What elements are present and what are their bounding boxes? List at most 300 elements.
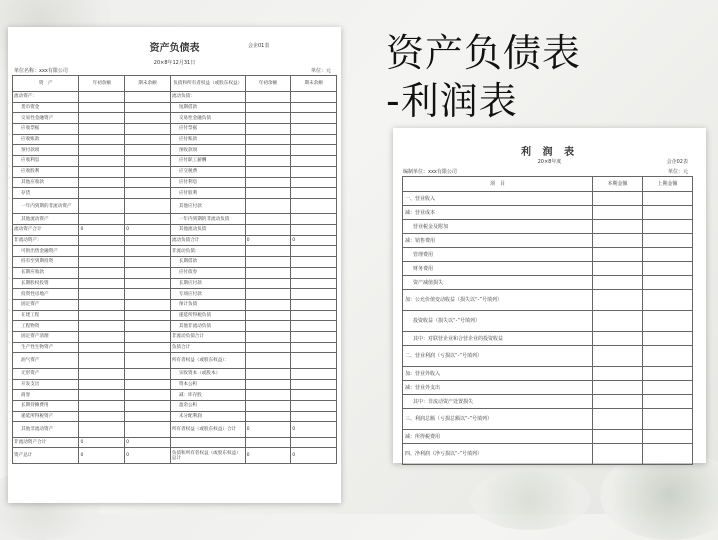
table-cell: 应付债券 [170, 267, 245, 278]
amount-cell [643, 444, 693, 465]
table-row [13, 188, 337, 199]
amount-cell [593, 234, 643, 248]
table-cell: 持有至到期投资 [13, 257, 79, 268]
table-row [403, 290, 693, 311]
company-name: 编制单位：xxx有限公司 [403, 169, 457, 175]
table-cell: 长期应收款 [13, 267, 79, 278]
table-row [403, 220, 693, 234]
table-row [403, 248, 693, 262]
table-row [13, 411, 337, 422]
table-row [13, 166, 337, 177]
table-cell: 所有者权益（或股东权益）： [170, 353, 245, 369]
table-row [403, 381, 693, 395]
table-cell [79, 299, 125, 310]
table-row [403, 234, 693, 248]
table-cell [245, 299, 291, 310]
row-label: 营业税金及附加 [403, 220, 593, 234]
table-cell [245, 342, 291, 353]
table-cell: 0 [125, 225, 171, 236]
table-cell [291, 113, 337, 124]
amount-cell [593, 346, 643, 367]
table-row [13, 448, 337, 464]
table-cell: 长期应付款 [170, 278, 245, 289]
amount-cell [593, 206, 643, 220]
table-row [13, 289, 337, 300]
table-cell [245, 124, 291, 135]
table-cell: 0 [245, 422, 291, 438]
table-row [13, 225, 337, 236]
table-row [13, 321, 337, 332]
table-cell [245, 353, 291, 369]
table-cell [125, 134, 171, 145]
table-cell: 应收股利 [13, 166, 79, 177]
table-cell: 其他非流动资产 [13, 422, 79, 438]
row-label: 其中：对联营企业和合营企业的投资收益 [403, 332, 593, 346]
table-cell: 所有者权益（或股东权益）合计 [170, 422, 245, 438]
table-cell: 其他非流动负债 [170, 321, 245, 332]
table-cell [79, 289, 125, 300]
amount-cell [643, 276, 693, 290]
table-cell: 流动资产合计 [13, 225, 79, 236]
amount-cell [643, 248, 693, 262]
table-cell [79, 124, 125, 135]
table-row [13, 379, 337, 390]
table-cell [291, 368, 337, 379]
table-cell: 交易性金融负债 [170, 113, 245, 124]
column-header: 期末余额 [291, 76, 337, 92]
table-cell: 负债和所有者权益（或股东权益）总计 [170, 448, 245, 464]
table-cell: 应付票据 [170, 124, 245, 135]
amount-cell [593, 332, 643, 346]
table-cell [79, 134, 125, 145]
balance-sheet-title: 资产负债表 [149, 43, 200, 54]
table-cell [79, 235, 125, 246]
table-cell: 0 [291, 448, 337, 464]
form-code: 会企02表 [666, 159, 688, 165]
table-cell [245, 225, 291, 236]
headline-title: 资产负债表 [386, 31, 582, 75]
table-cell: 0 [79, 225, 125, 236]
amount-cell [593, 276, 643, 290]
table-cell [245, 278, 291, 289]
table-cell [79, 321, 125, 332]
table-cell [245, 156, 291, 167]
table-row [13, 310, 337, 321]
amount-cell [593, 444, 643, 465]
table-row [13, 124, 337, 135]
table-cell [291, 321, 337, 332]
table-cell [125, 124, 171, 135]
table-cell: 流动负债： [170, 92, 245, 103]
table-cell: 递延所得税负债 [170, 310, 245, 321]
table-cell: 应付职工薪酬 [170, 156, 245, 167]
amount-cell [643, 430, 693, 444]
table-cell [291, 400, 337, 411]
table-cell [79, 267, 125, 278]
row-label: 减：销售费用 [403, 234, 593, 248]
row-label: 二、营业利润（亏损以“-”号填列） [403, 346, 593, 367]
table-cell [79, 257, 125, 268]
amount-cell [593, 262, 643, 276]
table-cell: 实收资本（或股本） [170, 368, 245, 379]
currency-unit: 单位：元 [310, 68, 331, 74]
table-row [13, 198, 337, 214]
table-cell [79, 310, 125, 321]
table-cell: 0 [79, 437, 125, 448]
form-code: 会企01表 [248, 43, 270, 49]
row-label: 一、营业收入 [403, 192, 593, 206]
amount-cell [643, 220, 693, 234]
table-cell [125, 246, 171, 257]
row-label: 财务费用 [403, 262, 593, 276]
table-cell [125, 400, 171, 411]
row-label: 加：营业外收入 [403, 367, 593, 381]
table-cell [79, 246, 125, 257]
amount-cell [643, 311, 693, 332]
row-label: 管理费用 [403, 248, 593, 262]
table-row [13, 299, 337, 310]
table-cell [125, 113, 171, 124]
row-label: 资产减值损失 [403, 276, 593, 290]
amount-cell [643, 192, 693, 206]
table-row [13, 342, 337, 353]
table-cell: 应收票据 [13, 124, 79, 135]
table-cell: 0 [245, 448, 291, 464]
report-date: 20×8年12月31日 [153, 60, 196, 66]
table-cell [245, 437, 291, 448]
table-cell [291, 156, 337, 167]
table-cell [291, 267, 337, 278]
table-cell: 交易性金融资产 [13, 113, 79, 124]
table-row [403, 192, 693, 206]
table-cell [125, 411, 171, 422]
table-row [13, 257, 337, 268]
table-cell: 流动资产： [13, 92, 79, 103]
table-cell [79, 92, 125, 103]
table-cell [125, 177, 171, 188]
table-cell: 开发支出 [13, 379, 79, 390]
table-cell [291, 214, 337, 225]
table-cell: 非流动负债合计 [170, 331, 245, 342]
table-row [13, 390, 337, 401]
amount-cell [643, 346, 693, 367]
table-cell [245, 310, 291, 321]
table-cell [79, 156, 125, 167]
table-cell [245, 198, 291, 214]
table-cell [125, 267, 171, 278]
table-cell [125, 289, 171, 300]
table-cell: 一年内到期的非流动资产 [13, 198, 79, 214]
table-cell [245, 188, 291, 199]
table-cell: 0 [245, 235, 291, 246]
amount-cell [593, 381, 643, 395]
column-header: 上期金额 [643, 177, 693, 192]
table-cell: 长期股权投资 [13, 278, 79, 289]
table-cell: 应收利息 [13, 156, 79, 167]
table-row [13, 437, 337, 448]
table-row [13, 156, 337, 167]
table-cell: 其他流动资产 [13, 214, 79, 225]
table-cell [291, 225, 337, 236]
row-label: 四、净利润（净亏损以“-”号填列） [403, 444, 593, 465]
table-row [13, 102, 337, 113]
table-cell [245, 134, 291, 145]
table-cell [79, 390, 125, 401]
income-statement-table [402, 176, 693, 465]
table-cell [125, 102, 171, 113]
table-row [13, 145, 337, 156]
income-statement-document [393, 128, 706, 463]
row-label: 投资收益（损失以“-”号填列） [403, 311, 593, 332]
table-cell [79, 102, 125, 113]
table-cell [125, 299, 171, 310]
table-row [13, 92, 337, 103]
table-cell: 非流动资产： [13, 235, 79, 246]
table-row [13, 331, 337, 342]
table-cell [291, 299, 337, 310]
table-row [403, 262, 693, 276]
amount-cell [593, 430, 643, 444]
table-cell [291, 331, 337, 342]
table-cell: 应收账款 [13, 134, 79, 145]
table-cell: 0 [125, 437, 171, 448]
table-cell [125, 257, 171, 268]
table-cell [79, 145, 125, 156]
table-cell: 长期借款 [170, 257, 245, 268]
table-cell [291, 310, 337, 321]
table-row [403, 311, 693, 332]
table-cell: 商誉 [13, 390, 79, 401]
table-cell [245, 368, 291, 379]
table-cell [291, 124, 337, 135]
table-cell [291, 145, 337, 156]
table-cell: 可供出售金融资产 [13, 246, 79, 257]
amount-cell [593, 220, 643, 234]
amount-cell [643, 409, 693, 430]
headline-subtitle: -利润表 [386, 79, 518, 123]
table-cell [79, 331, 125, 342]
table-cell: 其他应付款 [170, 198, 245, 214]
table-cell [125, 214, 171, 225]
table-cell [125, 310, 171, 321]
amount-cell [643, 234, 693, 248]
table-cell [245, 411, 291, 422]
table-row [403, 409, 693, 430]
row-label: 加：公允价值变动收益（损失以“-”号填列） [403, 290, 593, 311]
background-flower [470, 470, 590, 530]
amount-cell [593, 367, 643, 381]
table-cell [245, 113, 291, 124]
table-row [13, 353, 337, 369]
table-cell: 流动负债合计 [170, 235, 245, 246]
table-cell [291, 411, 337, 422]
table-cell [125, 235, 171, 246]
column-header: 期末余额 [125, 76, 171, 92]
table-header-row [13, 76, 337, 92]
table-cell [291, 278, 337, 289]
table-cell [245, 92, 291, 103]
table-cell [291, 166, 337, 177]
table-cell [245, 177, 291, 188]
table-cell: 负债合计 [170, 342, 245, 353]
table-cell [245, 166, 291, 177]
table-cell: 油气资产 [13, 353, 79, 369]
table-cell [79, 188, 125, 199]
table-cell [79, 368, 125, 379]
table-row [13, 368, 337, 379]
table-cell: 无形资产 [13, 368, 79, 379]
amount-cell [643, 290, 693, 311]
report-year: 20×8年度 [537, 159, 562, 165]
table-cell: 短期借款 [170, 102, 245, 113]
table-row [13, 267, 337, 278]
column-header: 年初余额 [79, 76, 125, 92]
table-cell [291, 102, 337, 113]
table-cell: 0 [291, 422, 337, 438]
table-cell [291, 246, 337, 257]
table-cell [125, 353, 171, 369]
table-row [13, 422, 337, 438]
amount-cell [593, 395, 643, 409]
table-cell: 非流动资产合计 [13, 437, 79, 448]
amount-cell [593, 409, 643, 430]
table-cell: 未分配利润 [170, 411, 245, 422]
table-cell: 预计负债 [170, 299, 245, 310]
table-cell: 盈余公积 [170, 400, 245, 411]
table-cell [291, 390, 337, 401]
table-cell [125, 390, 171, 401]
amount-cell [643, 381, 693, 395]
table-cell [291, 257, 337, 268]
table-row [403, 346, 693, 367]
table-cell [245, 400, 291, 411]
balance-sheet-table [12, 75, 337, 464]
table-cell: 0 [125, 448, 171, 464]
table-cell: 长期待摊费用 [13, 400, 79, 411]
column-header: 负债和所有者权益（或股东权益） [170, 76, 245, 92]
table-row [13, 235, 337, 246]
table-cell: 减：库存股 [170, 390, 245, 401]
table-cell [125, 379, 171, 390]
table-cell: 应付利息 [170, 177, 245, 188]
table-row [403, 206, 693, 220]
table-row [13, 134, 337, 145]
table-row [13, 246, 337, 257]
company-name: 单位名称：xxx有限公司 [14, 68, 68, 74]
table-cell: 固定资产清理 [13, 331, 79, 342]
table-cell: 货币资金 [13, 102, 79, 113]
table-cell [79, 278, 125, 289]
table-cell: 其他流动负债 [170, 225, 245, 236]
column-header: 资 产 [13, 76, 79, 92]
table-cell [125, 368, 171, 379]
table-cell [245, 257, 291, 268]
table-cell: 应交税费 [170, 166, 245, 177]
table-cell: 工程物资 [13, 321, 79, 332]
table-cell [245, 331, 291, 342]
table-cell: 其他应收款 [13, 177, 79, 188]
table-cell: 固定资产 [13, 299, 79, 310]
amount-cell [593, 311, 643, 332]
column-header: 项 目 [403, 177, 593, 192]
table-cell: 存货 [13, 188, 79, 199]
table-cell: 资产总计 [13, 448, 79, 464]
amount-cell [643, 206, 693, 220]
table-cell: 投资性房地产 [13, 289, 79, 300]
table-cell [125, 331, 171, 342]
row-label: 三、利润总额（亏损总额以“-”号填列） [403, 409, 593, 430]
balance-sheet-document [8, 27, 341, 503]
table-cell [125, 145, 171, 156]
table-cell: 生产性生物资产 [13, 342, 79, 353]
table-header-row [403, 177, 693, 192]
table-cell [79, 214, 125, 225]
table-cell [79, 113, 125, 124]
table-cell [245, 321, 291, 332]
table-cell [170, 437, 245, 448]
table-cell [125, 278, 171, 289]
row-label: 其中：非流动资产处置损失 [403, 395, 593, 409]
table-cell [125, 321, 171, 332]
table-cell: 专项应付款 [170, 289, 245, 300]
table-cell [291, 342, 337, 353]
table-cell: 预收款项 [170, 145, 245, 156]
column-header: 年初余额 [245, 76, 291, 92]
table-cell [245, 246, 291, 257]
amount-cell [643, 395, 693, 409]
amount-cell [593, 290, 643, 311]
amount-cell [643, 262, 693, 276]
table-row [403, 332, 693, 346]
table-cell [291, 92, 337, 103]
table-cell: 应付账款 [170, 134, 245, 145]
row-label: 减：营业外支出 [403, 381, 593, 395]
table-cell: 递延所得税资产 [13, 411, 79, 422]
table-cell: 一年内到期的非流动负债 [170, 214, 245, 225]
amount-cell [643, 367, 693, 381]
table-cell [125, 198, 171, 214]
table-cell [79, 177, 125, 188]
table-cell [125, 156, 171, 167]
table-cell: 0 [79, 448, 125, 464]
table-row [13, 177, 337, 188]
table-cell: 非流动负债： [170, 246, 245, 257]
income-statement-title: 利 润 表 [521, 147, 578, 158]
table-cell: 资本公积 [170, 379, 245, 390]
table-cell [125, 188, 171, 199]
table-cell [245, 289, 291, 300]
amount-cell [593, 248, 643, 262]
table-row [13, 400, 337, 411]
table-row [403, 430, 693, 444]
table-cell [291, 134, 337, 145]
currency-unit: 单位：元 [667, 169, 688, 175]
table-cell [245, 102, 291, 113]
amount-cell [593, 192, 643, 206]
table-cell [245, 145, 291, 156]
table-cell [79, 422, 125, 438]
row-label: 减：所得税费用 [403, 430, 593, 444]
table-cell [79, 400, 125, 411]
table-cell [79, 411, 125, 422]
table-cell [291, 437, 337, 448]
column-header: 本期金额 [593, 177, 643, 192]
table-cell: 应付股利 [170, 188, 245, 199]
table-cell [125, 166, 171, 177]
table-cell [245, 390, 291, 401]
table-row [403, 395, 693, 409]
table-row [13, 214, 337, 225]
